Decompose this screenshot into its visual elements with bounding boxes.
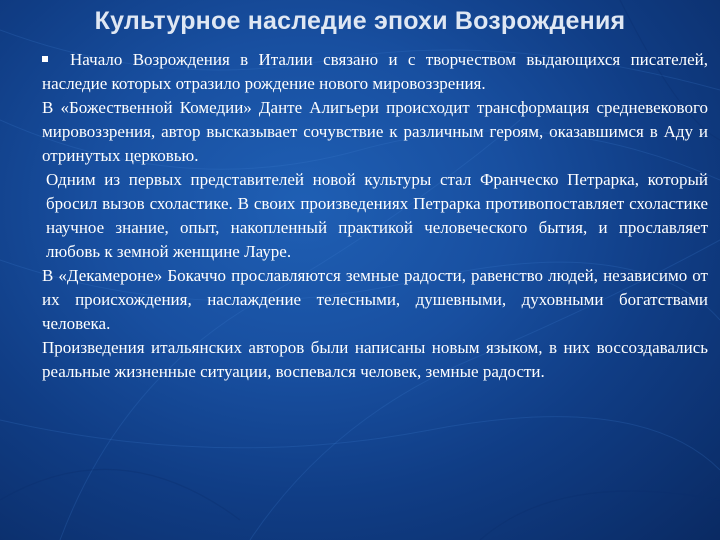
- paragraph-2: [42, 96, 708, 168]
- paragraph-1: [42, 48, 708, 96]
- paragraph-text: В «Божественной Комедии» Данте Алигьери происходит трансформация средневекового мировоззрения, автор высказывает сочувствие к различным героям, оказавшимся в Аду и отринутых церковью.: [42, 98, 708, 165]
- paragraph-text: Одним из первых представителей новой культуры стал Франческо Петрарка, который бросил вызов схоластике. В своих произведениях Петрарка противопоставляет схоластике научное знание, опыт, накопленный практикой человеческого бытия, и прославляет любовь к земной женщине Лауре.: [46, 170, 708, 261]
- paragraph-text: Произведения итальянских авторов были написаны новым языком, в них воссоздавались реальные жизненные ситуации, воспевался человек, земные радости.: [42, 338, 708, 381]
- slide-body: [42, 48, 708, 384]
- square-bullet-icon: [42, 56, 48, 62]
- paragraph-3: [42, 168, 708, 264]
- slide-title: Культурное наследие эпохи Возрождения: [94, 7, 626, 35]
- paragraph-4: [42, 264, 708, 336]
- paragraph-text: Начало Возрождения в Италии связано и с творчеством выдающихся писателей, наследие которых отразило рождение нового мировоззрения.: [42, 50, 708, 93]
- paragraph-5: [42, 336, 708, 384]
- paragraph-text: В «Декамероне» Бокаччо прославляются земные радости, равенство людей, независимо от их происхождения, наслаждение телесными, душевными, духовными богатствами человека.: [42, 266, 708, 333]
